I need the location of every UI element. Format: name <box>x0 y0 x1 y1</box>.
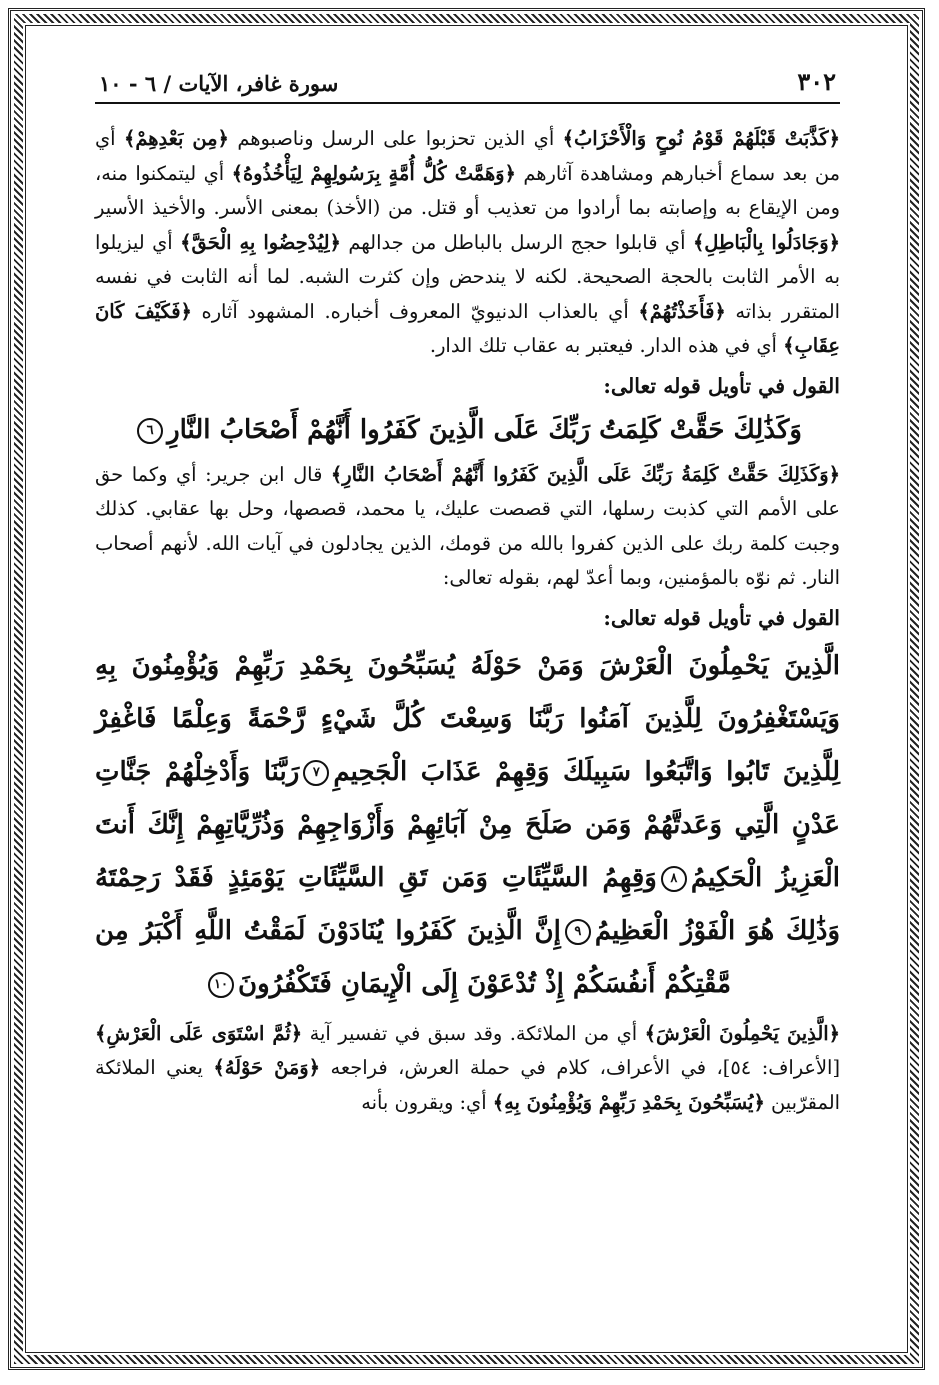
commentary-paragraph-2 <box>95 458 840 596</box>
commentary-text: أي من بعد سماع أخبارهم ومشاهدة آثارهم <box>95 127 841 185</box>
page-number: ٣٠٢ <box>797 67 836 96</box>
verse-text: وَكَذَٰلِكَ حَقَّتْ كَلِمَتُ رَبِّكَ عَلَى الَّذِينَ كَفَرُوا أَنَّهُمْ أَصْحَابُ النَّارِ <box>167 414 802 445</box>
page-content <box>95 52 840 1120</box>
commentary-text: [الأعراف: ٥٤]، في الأعراف، كلام في حملة العرش، فراجعه <box>320 1056 841 1079</box>
commentary-text: أي الذين تحزبوا على الرسل وناصبوهم <box>228 127 563 150</box>
quran-quote: ﴿وَكَذَلِكَ حَقَّتْ كَلِمَةُ رَبِّكَ عَلَى الَّذِينَ كَفَرُوا أَنَّهُمْ أَصْحَابُ النَّارِ﴾ <box>330 462 840 486</box>
quran-quote: ﴿ثُمَّ اسْتَوَى عَلَى الْعَرْشِ﴾ <box>95 1021 303 1045</box>
section-heading-2: القول في تأويل قوله تعالى: <box>603 605 840 630</box>
commentary-text: أي ليتمكنوا منه، ومن الإيقاع به وإصابته بما أرادوا من تعذيب أو قتل. من (الأخذ) بمعنى الأسر. والأخيذ الأسير <box>95 161 840 219</box>
ayah-number-marker: ٧ <box>303 760 329 786</box>
quran-quote: ﴿وَهَمَّتْ كُلُّ أُمَّةٍ بِرَسُولِهِمْ لِيَأْخُذُوهُ﴾ <box>231 161 516 185</box>
commentary-text: أي ليزيلوا به الأمر الثابت بالحجة الصحيحة. لكنه لا يندحض وإن كثرت الشبه. لما أنه الثابت في نفسه المتقرر بذاته <box>95 230 840 323</box>
quran-quote: ﴿كَذَّبَتْ قَبْلَهُمْ قَوْمُ نُوحٍ وَالْأَحْزَابُ﴾ <box>562 127 840 150</box>
commentary-text: يعني الملائكة المقرّبين <box>95 1056 840 1114</box>
quran-verses-7-10 <box>95 640 840 1011</box>
quran-quote: ﴿لِيُدْحِضُوا بِهِ الْحَقَّ﴾ <box>180 230 341 254</box>
commentary-text: أي في هذه الدار. فيعتبر به عقاب تلك الدار. <box>429 334 784 357</box>
quran-quote: ﴿مِن بَعْدِهِمْ﴾ <box>123 127 229 150</box>
commentary-text: قال ابن جرير: أي وكما حق على الأمم التي كذبت رسلها، التي قصصت عليك، يا محمد، قصصها، وحل بها عقابي. كذلك وجبت كلمة ربك على الذين كفروا بالله من قومك، الذين يجادلون في آيات الله. لأنهم أصحاب النار. ثم نوّه بالمؤمنين، وبما أعدّ لهم، بقوله تعالى: <box>95 462 840 589</box>
quran-quote: ﴿فَأَخَذْتُهُمْ﴾ <box>638 299 726 323</box>
commentary-text: أي بالعذاب الدنيويّ المعروف أخباره. المشهود آثاره <box>191 299 639 323</box>
quran-quote: ﴿الَّذِينَ يَحْمِلُونَ الْعَرْشَ﴾ <box>644 1021 840 1045</box>
verse-text: إِنَّ الَّذِينَ كَفَرُوا يُنَادَوْنَ لَمَقْتُ اللَّهِ أَكْبَرُ مِن مَّقْتِكُمْ أَنفُسَكُمْ إِذْ تُدْعَوْنَ إِلَى الْإِيمَانِ فَتَكْفُرُونَ <box>95 915 732 999</box>
verse-text: رَبَّنَا وَأَدْخِلْهُمْ جَنَّاتِ عَدْنٍ الَّتِي وَعَدتَّهُمْ وَمَن صَلَحَ مِنْ آبَائِهِمْ وَأَزْوَاجِهِمْ وَذُرِّيَّاتِهِمْ إِنَّكَ أَنتَ الْعَزِيزُ الْحَكِيمُ <box>95 756 841 893</box>
verse-text: الَّذِينَ يَحْمِلُونَ الْعَرْشَ وَمَنْ حَوْلَهُ يُسَبِّحُونَ بِحَمْدِ رَبِّهِمْ وَيُؤْمِنُونَ بِهِ وَيَسْتَغْفِرُونَ لِلَّذِينَ آمَنُوا رَبَّنَا وَسِعْتَ كُلَّ شَيْءٍ رَّحْمَةً وَعِلْمًا فَاغْفِرْ لِلَّذِينَ تَابُوا وَاتَّبَعُوا سَبِيلَكَ وَقِهِمْ عَذَابَ الْجَحِيمِ <box>95 650 840 787</box>
quran-quote: ﴿وَجَادَلُوا بِالْبَاطِلِ﴾ <box>692 230 840 254</box>
quran-quote: ﴿يُسَبِّحُونَ بِحَمْدِ رَبِّهِمْ وَيُؤْمِنُونَ بِهِ﴾ <box>492 1090 765 1114</box>
ayah-number-marker: ٩ <box>565 919 591 945</box>
quran-verse-6 <box>95 406 840 454</box>
commentary-text: أي من الملائكة. وقد سبق في تفسير آية <box>302 1021 645 1045</box>
running-title: سورة غافر، الآيات / ٦ - ١٠ <box>99 71 339 96</box>
ayah-number-marker: ١٠ <box>208 972 234 998</box>
ayah-number-marker: ٦ <box>137 418 163 444</box>
section-heading-1: القول في تأويل قوله تعالى: <box>603 373 840 398</box>
verse-text: وَقِهِمُ السَّيِّئَاتِ وَمَن تَقِ السَّيِّئَاتِ يَوْمَئِذٍ فَقَدْ رَحِمْتَهُ وَذَٰلِكَ هُوَ الْفَوْزُ الْعَظِيمُ <box>95 862 841 946</box>
commentary-text: أي: ويقرون بأنه <box>361 1090 493 1114</box>
ayah-number-marker: ٨ <box>661 866 687 892</box>
commentary-paragraph-1 <box>95 122 840 364</box>
quran-quote: ﴿فَكَيْفَ كَانَ عِقَابِ﴾ <box>95 299 840 357</box>
page-header <box>95 52 840 104</box>
commentary-text: أي قابلوا حجج الرسل بالباطل من جدالهم <box>340 230 693 254</box>
quran-quote: ﴿وَمَنْ حَوْلَهُ﴾ <box>213 1056 320 1079</box>
commentary-paragraph-3 <box>95 1017 840 1121</box>
